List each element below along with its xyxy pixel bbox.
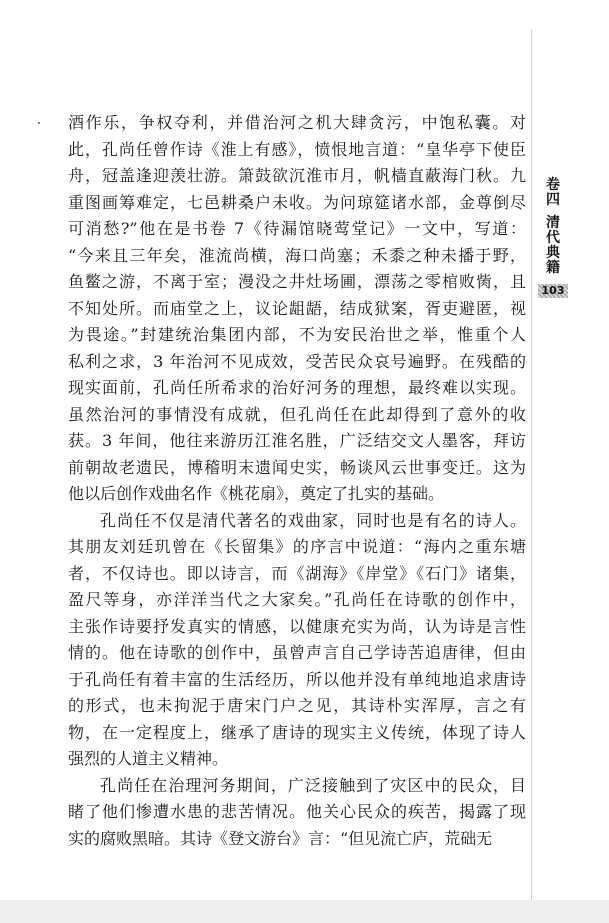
- side-tab: [538, 178, 568, 298]
- text-line: 酒作乐，争权夺利，并借治河之机大肆贪污，中饱私囊。对: [68, 113, 526, 132]
- text-line: 此，孔尚任曾作诗《淮上有感》，愤恨地言道：“皇华亭下使臣: [68, 139, 526, 159]
- text-line: 其朋友刘廷玑曾在《长留集》的序言中说道：“海内之重东塘: [68, 537, 526, 556]
- text-line: 物，在一定程度上，继承了唐诗的现实主义传统，体现了诗人: [68, 722, 526, 742]
- text-line: 重图画筹难定，七邑耕桑户未收。为问琼筵诸水部，金尊倒尽: [68, 192, 526, 212]
- text-line: 不知处所。而庙堂之上，议论龃龉，结成狱案，胥吏避匿，视: [68, 298, 526, 318]
- text-line: 现实面前，孔尚任所希求的治好河务的理想，最终难以实现。: [68, 378, 526, 397]
- volume-label: 卷 四: [546, 177, 560, 208]
- text-line: 获。3 年间，他往来游历江淮名胜，广泛结交文人墨客，拜访: [68, 431, 526, 450]
- text-line: 他以后创作戏曲名作《桃花扇》，奠定了扎实的基础。: [68, 484, 445, 503]
- text-line: 于孔尚任有着丰富的生活经历，所以他并没有单纯地追求唐诗: [68, 669, 526, 689]
- paragraph: [68, 508, 526, 773]
- text-line: 孔尚任不仅是清代著名的戏曲家，同时也是有名的诗人。: [100, 510, 526, 530]
- text-line: 舟，冠盖逢迎羡壮游。箫鼓欲沉淮市月，帆樯直蔽海门秋。九: [68, 166, 526, 185]
- text-line: “今来且三年矣，淮流尚横，海口尚塞；禾黍之种未播于野，: [68, 245, 526, 265]
- text-line: 情的。他在诗歌的创作中，虽曾声言自己学诗苦追唐律，但由: [68, 643, 526, 662]
- text-line: 可消愁?”他在是书卷 7《待漏馆晓莺堂记》一文中，写道：: [68, 219, 526, 238]
- text-line: 主张作诗要抒发真实的情感，以健康充实为尚，认为诗是言性: [68, 616, 526, 636]
- body-text: [68, 110, 526, 852]
- paragraph: [68, 773, 526, 853]
- text-line: 前朝故老遗民，博稽明末遗闻史实，畅谈风云世事变迁。这为: [68, 457, 526, 477]
- text-line: 强烈的人道主义精神。: [68, 749, 229, 768]
- text-line: 睹了他们惨遭水患的悲苦情况。他关心民众的疾苦，揭露了现: [68, 802, 526, 821]
- text-line: 鱼鳖之游，不离于室；漫没之井灶场圃，漂荡之零棺败胔，且: [68, 272, 526, 291]
- page-bottom-margin: [0, 900, 609, 923]
- text-line: 私利之求，3 年治河不见成效，受苦民众哀号遍野。在残酷的: [68, 351, 526, 371]
- text-line: 的形式，也未拘泥于唐宋门户之见，其诗朴实浑厚，言之有: [68, 696, 526, 715]
- text-line: 盈尺等身，亦洋洋当代之大家矣。”孔尚任在诗歌的创作中，: [68, 590, 526, 609]
- page-number: 103: [538, 284, 568, 298]
- scan-speck: [38, 122, 40, 124]
- text-line: 孔尚任在治理河务期间，广泛接触到了灾区中的民众，目: [100, 775, 526, 795]
- category-label: 清 代 典 籍: [546, 215, 560, 276]
- text-line: 实的腐败黑暗。其诗《登文游台》言：“但见流亡庐，荒础无: [68, 828, 493, 848]
- text-line: 虽然治河的事情没有成就，但孔尚任在此却得到了意外的收: [68, 404, 526, 424]
- paragraph: [68, 110, 526, 508]
- text-line: 者，不仅诗也。即以诗言，而《湖海》《岸堂》《石门》诸集，: [68, 563, 526, 583]
- page-edge-line: [531, 30, 532, 900]
- text-line: 为畏途。”封建统治集团内部，不为安民治世之举，惟重个人: [68, 325, 526, 344]
